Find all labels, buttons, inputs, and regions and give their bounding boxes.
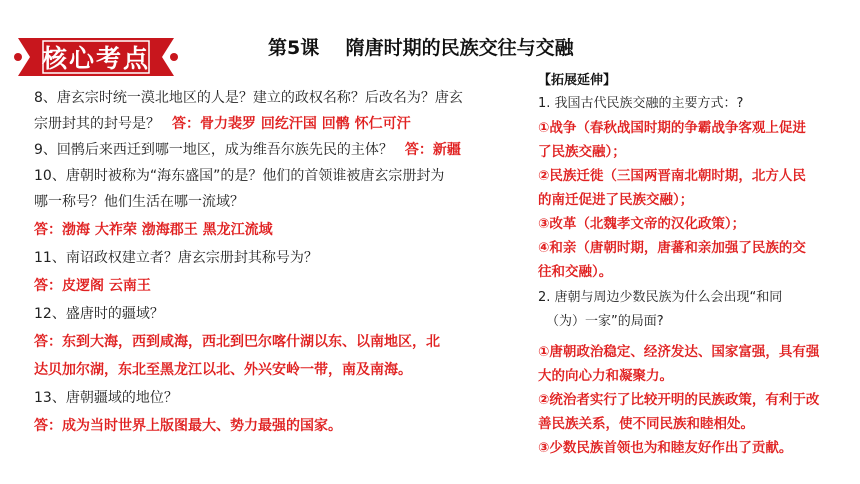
answer-line: 了民族交融）；: [538, 144, 626, 160]
lesson-title: 第5课 隋唐时期的民族交往与交融: [268, 37, 574, 59]
answer-line: 大的向心力和凝聚力。: [538, 368, 673, 384]
answer-line: 答：东到大海，西到咸海，西北到巴尔喀什湖以东、以南地区，北: [34, 334, 440, 350]
question-line: 13、唐朝疆域的地位？: [34, 390, 178, 406]
extension-column: [538, 70, 848, 460]
badge-label: 核心考点: [41, 44, 150, 73]
question-line: 10、唐朝时被称为“海东盛国”的是？他们的首领谁被唐玄宗册封为: [34, 168, 445, 184]
answer-line: ②统治者实行了比较开明的民族政策，有利于改: [538, 392, 820, 408]
extension-answer-2: [538, 340, 848, 460]
question-answer-line: [34, 138, 518, 162]
extension-answer-1: [538, 116, 848, 284]
questions-column: [34, 84, 518, 442]
question-line: 11、南诏政权建立者？唐玄宗册封其称号为？: [34, 250, 318, 266]
answer-line: ④和亲（唐朝时期，唐蕃和亲加强了民族的交: [538, 240, 806, 256]
question-line: 8、唐玄宗时统一漠北地区的人是？建立的政权名称？后改名为？唐玄: [34, 90, 463, 106]
answer-line: 答：成为当时世界上版图最大、势力最强的国家。: [34, 418, 342, 434]
question-line: 12、盛唐时的疆域？: [34, 306, 164, 322]
answer-line: 达贝加尔湖，东北至黑龙江以北、外兴安岭一带，南及南海。: [34, 362, 412, 378]
answer-line: ①战争（春秋战国时期的争霸战争客观上促进: [538, 120, 806, 136]
inline-answer: 答：新疆: [404, 142, 461, 158]
extension-question-1: 1. 我国古代民族交融的主要方式：?: [538, 96, 744, 111]
answer-line: ①唐朝政治稳定、经济发达、国家富强，具有强: [538, 344, 820, 360]
answer-line: 的南迁促进了民族交融）；: [538, 192, 694, 208]
question-text: 宗册封其的封号是？: [34, 116, 160, 132]
question-line: 2. 唐朝与周边少数民族为什么会出现“和同: [538, 290, 783, 305]
answer-line: 答：皮逻阁 云南王: [34, 278, 151, 294]
answer-line: 往和交融）。: [538, 264, 613, 280]
extension-question-2: [538, 286, 848, 334]
inline-answer: 答：骨力裴罗 回纥汗国 回鹘 怀仁可汗: [172, 116, 411, 132]
answer-line: 答：渤海 大祚荣 渤海郡王 黑龙江流域: [34, 222, 273, 238]
answer-line: 善民族关系，使不同民族和睦相处。: [538, 416, 754, 432]
key-points-badge: [10, 34, 182, 80]
answer-line: ②民族迁徙（三国两晋南北朝时期，北方人民: [538, 168, 806, 184]
question-answer-line: [34, 112, 518, 136]
question-text: 9、回鹘后来西迁到哪一地区，成为维吾尔族先民的主体？: [34, 142, 393, 158]
question-line: （为）一家”的局面?: [546, 314, 664, 329]
question-line: 哪一称号？他们生活在哪一流域？: [34, 194, 244, 210]
answer-line: ③改革（北魏孝文帝的汉化政策）；: [538, 216, 746, 232]
extension-heading: 【拓展延伸】: [538, 73, 617, 88]
answer-line: ③少数民族首领也为和睦友好作出了贡献。: [538, 440, 793, 456]
